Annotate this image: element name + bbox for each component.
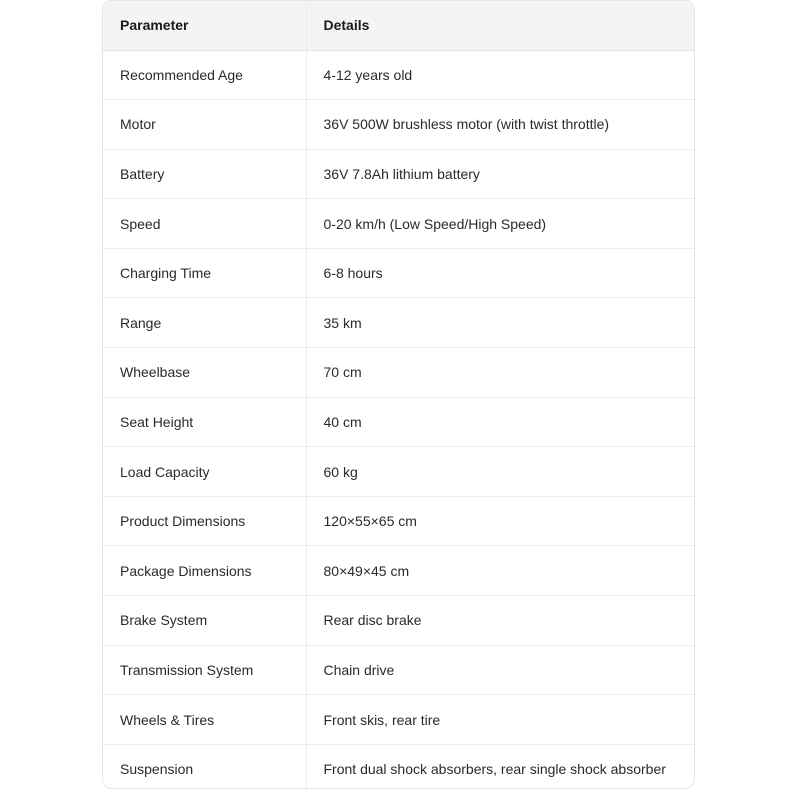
- table-row: [103, 199, 694, 249]
- details-cell: 36V 500W brushless motor (with twist throttle): [306, 100, 694, 150]
- details-cell: Front dual shock absorbers, rear single shock absorber: [306, 744, 694, 789]
- parameter-cell: Battery: [103, 149, 306, 199]
- header-row: [103, 1, 694, 50]
- parameter-cell: Motor: [103, 100, 306, 150]
- details-cell: 36V 7.8Ah lithium battery: [306, 149, 694, 199]
- table-header: [103, 1, 694, 50]
- parameter-cell: Recommended Age: [103, 50, 306, 100]
- details-cell: 6-8 hours: [306, 248, 694, 298]
- header-details: Details: [306, 1, 694, 50]
- table-row: [103, 397, 694, 447]
- parameter-cell: Product Dimensions: [103, 496, 306, 546]
- table-row: [103, 447, 694, 497]
- parameter-cell: Seat Height: [103, 397, 306, 447]
- table-row: [103, 744, 694, 789]
- parameter-cell: Package Dimensions: [103, 546, 306, 596]
- details-cell: 35 km: [306, 298, 694, 348]
- details-cell: 70 cm: [306, 348, 694, 398]
- parameter-cell: Speed: [103, 199, 306, 249]
- header-parameter: Parameter: [103, 1, 306, 50]
- table-row: [103, 149, 694, 199]
- parameter-cell: Brake System: [103, 596, 306, 646]
- details-cell: Chain drive: [306, 645, 694, 695]
- parameter-cell: Range: [103, 298, 306, 348]
- parameter-cell: Load Capacity: [103, 447, 306, 497]
- parameter-cell: Charging Time: [103, 248, 306, 298]
- details-cell: 120×55×65 cm: [306, 496, 694, 546]
- details-cell: 80×49×45 cm: [306, 546, 694, 596]
- table-row: [103, 50, 694, 100]
- parameter-cell: Wheelbase: [103, 348, 306, 398]
- details-cell: 60 kg: [306, 447, 694, 497]
- table-row: [103, 546, 694, 596]
- spec-table: [103, 1, 694, 789]
- table-row: [103, 596, 694, 646]
- table-row: [103, 348, 694, 398]
- spec-table-container: [102, 0, 695, 789]
- details-cell: Rear disc brake: [306, 596, 694, 646]
- parameter-cell: Suspension: [120, 761, 194, 778]
- table-row: [103, 298, 694, 348]
- details-cell: Front skis, rear tire: [306, 695, 694, 745]
- table-row: [103, 695, 694, 745]
- parameter-cell: Wheels & Tires: [103, 695, 306, 745]
- table-row: [103, 645, 694, 695]
- table-row: [103, 248, 694, 298]
- table-body: [103, 50, 694, 789]
- details-cell: 40 cm: [306, 397, 694, 447]
- table-row: [103, 496, 694, 546]
- table-row: [103, 100, 694, 150]
- parameter-cell: Transmission System: [103, 645, 306, 695]
- details-cell: 4-12 years old: [306, 50, 694, 100]
- details-cell: 0-20 km/h (Low Speed/High Speed): [306, 199, 694, 249]
